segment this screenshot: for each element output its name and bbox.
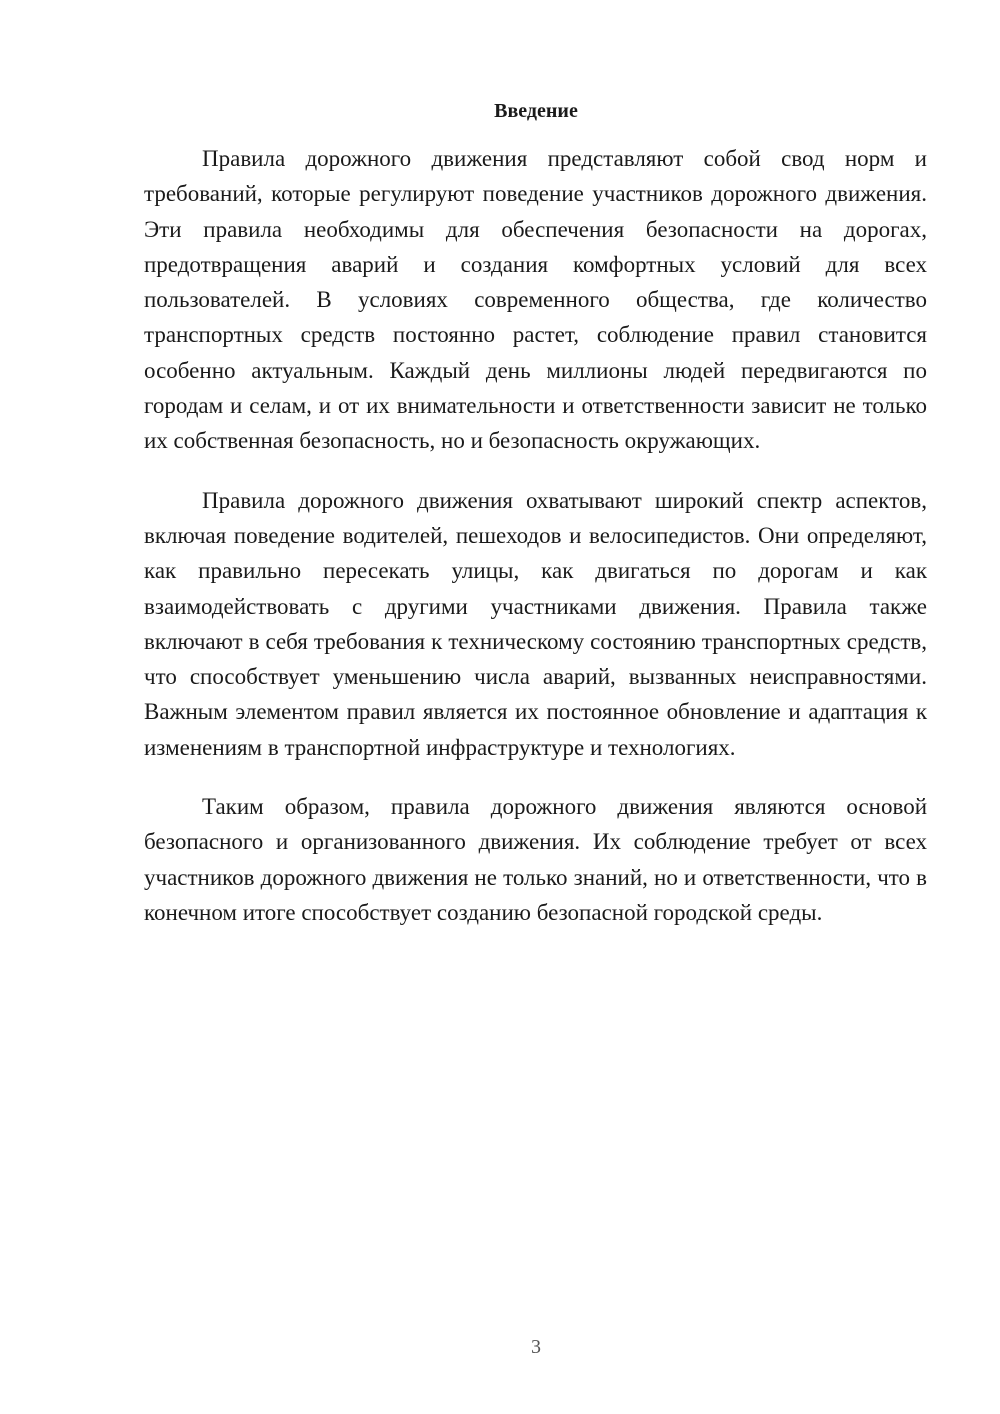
paragraph-3: Таким образом, правила дорожного движения являются основой безопасного и организованного движения. Их соблюдение требует от всех участников дорожного движения не только знаний, но и ответственности, что в конечном итоге способствует созданию безопасной городской среды.	[144, 794, 927, 925]
paragraph-1: Правила дорожного движения представляют собой свод норм и требований, которые регулируют поведение участников дорожного движения. Эти правила необходимы для обеспечения безопасности на дорогах, предотвращения аварий и создания комфортных условий для всех пользователей. В условиях современного общества, где количество транспортных средств постоянно растет, соблюдение правил становится особенно актуальным. Каждый день миллионы людей передвигаются по городам и селам, и от их внимательности и ответственности зависит не только их собственная безопасность, но и безопасность окружающих.	[144, 146, 927, 454]
body-text	[144, 141, 927, 954]
page-number: 3	[531, 1336, 541, 1358]
paragraph-2: Правила дорожного движения охватывают широкий спектр аспектов, включая поведение водителей, пешеходов и велосипедистов. Они определяют, как правильно пересекать улицы, как двигаться по дорогам и как взаимодействовать с другими участниками движения. Правила также включают в себя требования к техническому состоянию транспортных средств, что способствует уменьшению числа аварий, вызванных неисправностями. Важным элементом правил является их постоянное обновление и адаптация к изменениям в транспортной инфраструктуре и технологиях.	[144, 487, 927, 760]
section-title: Введение	[494, 100, 578, 122]
